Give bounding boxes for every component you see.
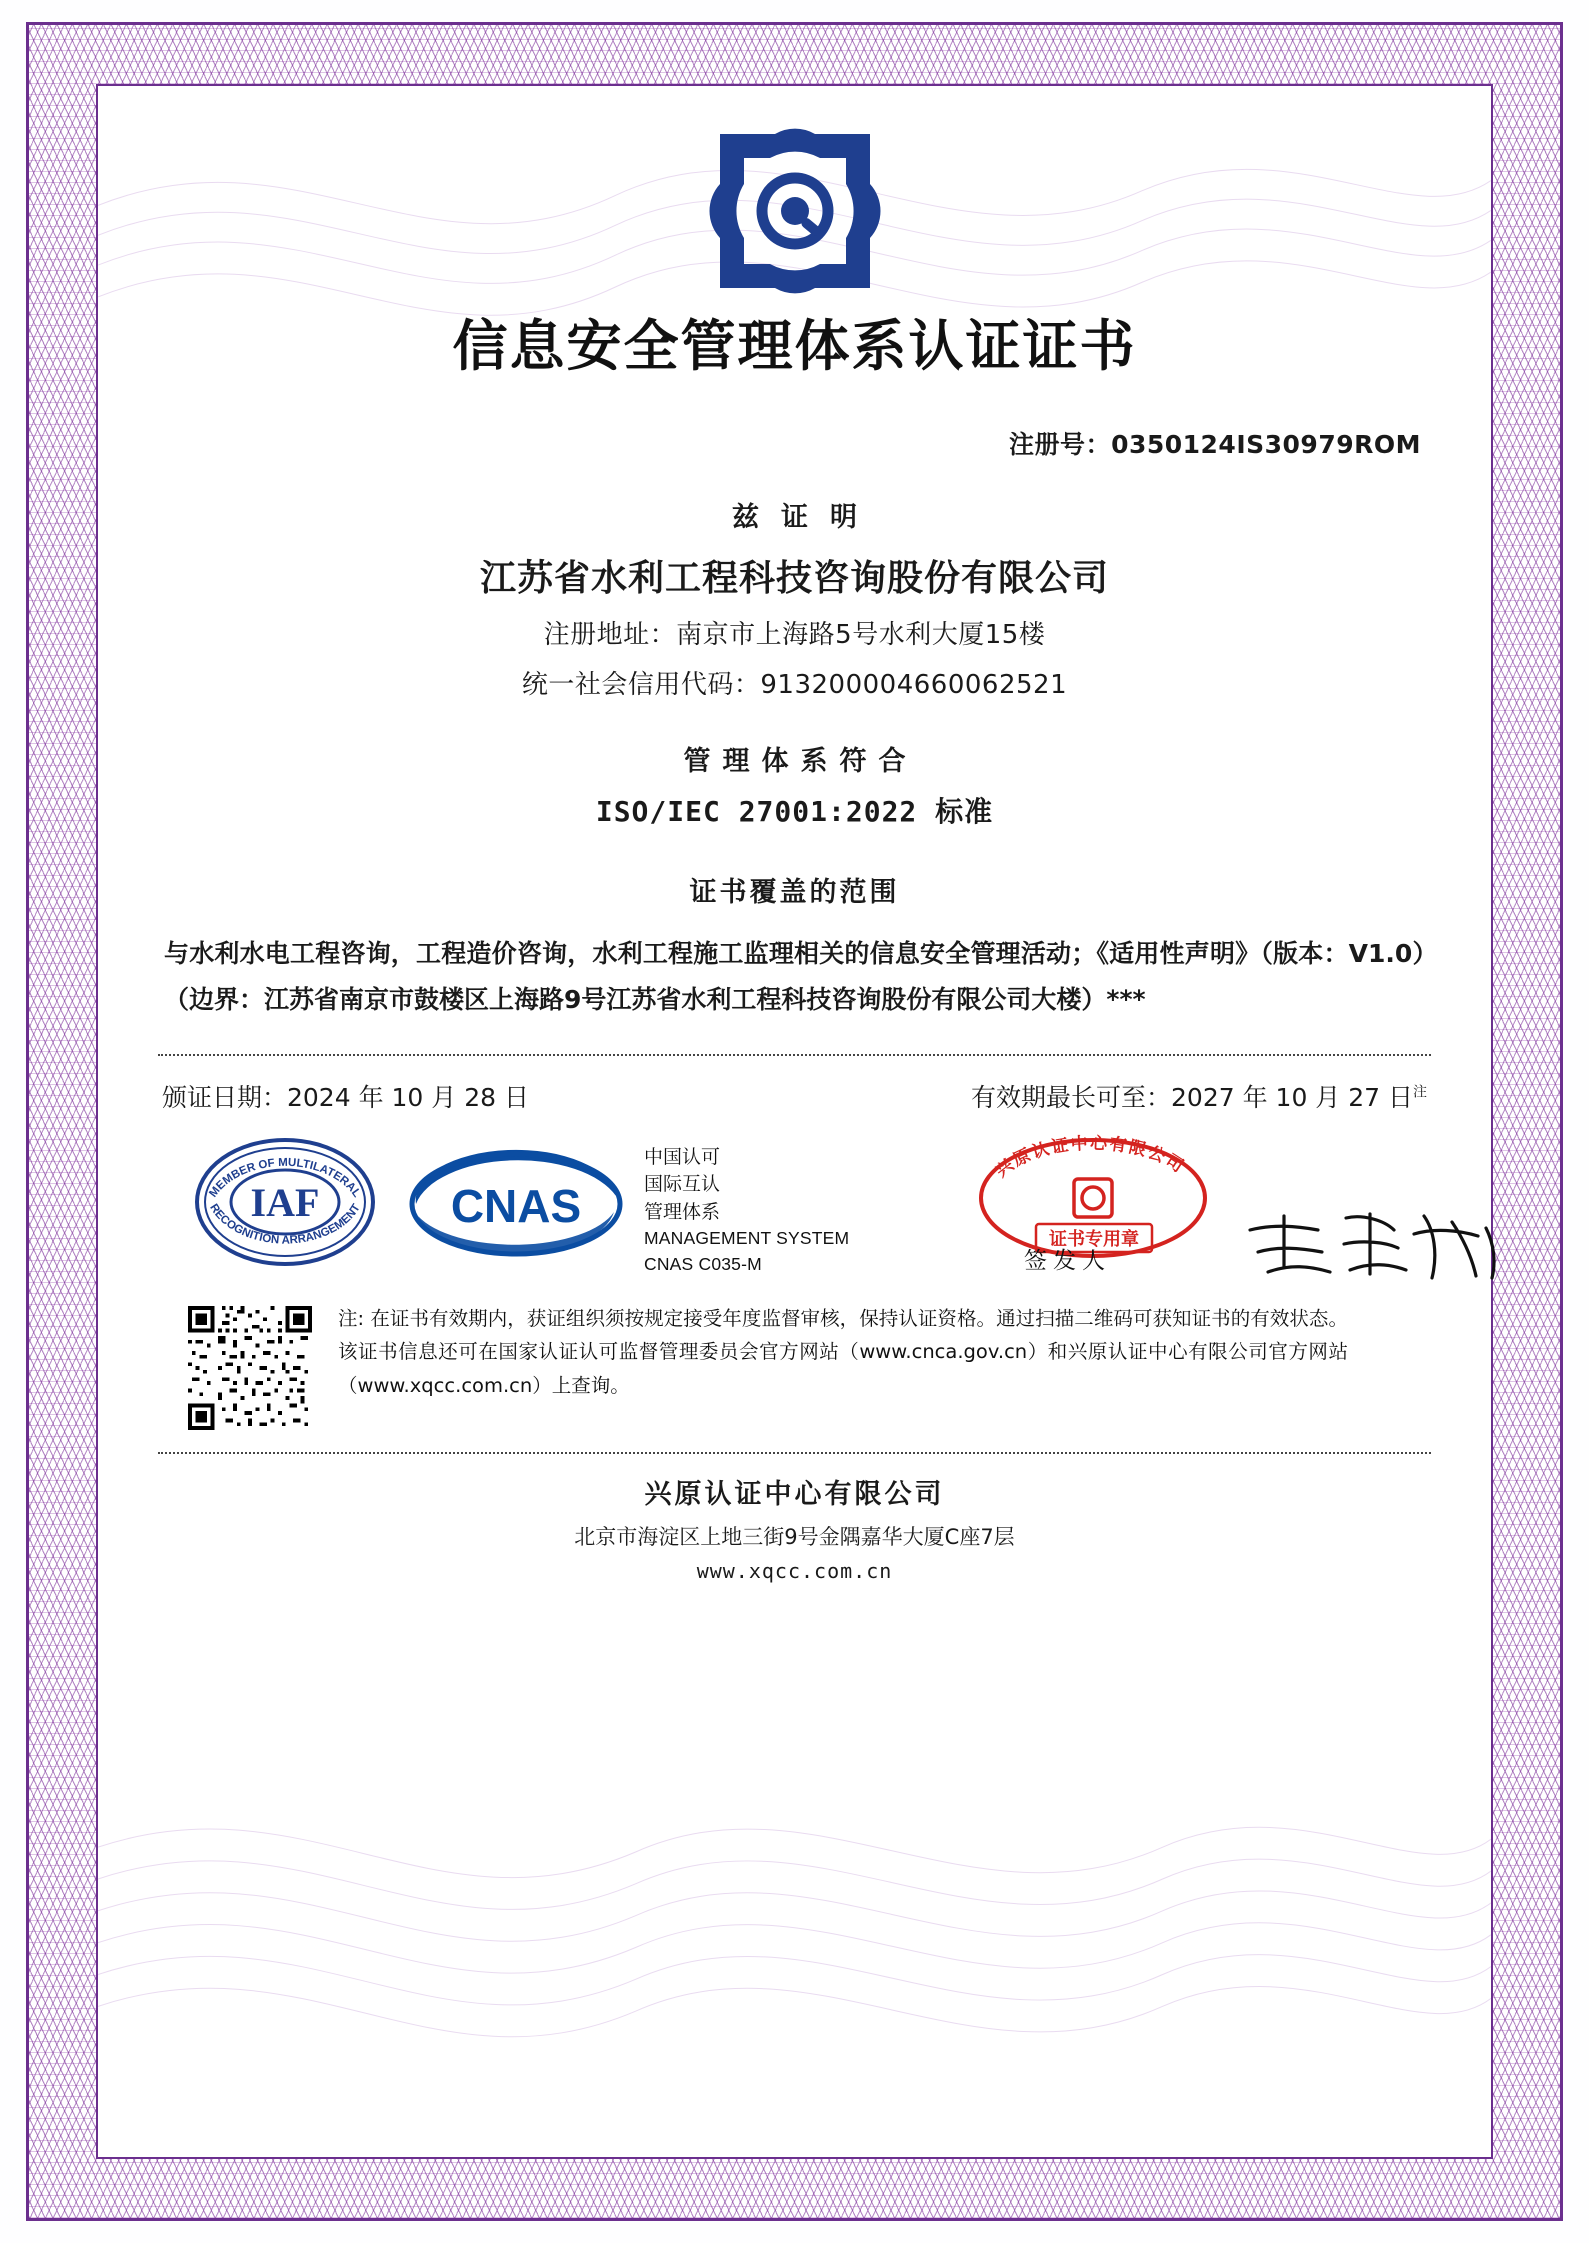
standard-code: ISO/IEC 27001:2022 <box>595 795 918 828</box>
certificate-content <box>96 84 1493 2159</box>
organization-credit-code: 统一社会信用代码：913200004660062521 <box>521 670 1068 700</box>
hereby-certify-label: 兹证明 <box>732 502 879 533</box>
footer-address: 北京市海淀区上地三街9号金隅嘉华大厦C座7层 <box>574 1524 1015 1549</box>
signature-handwriting <box>1238 1200 1508 1290</box>
expiry-date-wrap <box>971 1078 1427 1114</box>
expiry-date-footnote-marker: 注 <box>1413 1084 1427 1101</box>
footer <box>158 1472 1431 1583</box>
scope-text: 与水利水电工程咨询，工程造价咨询，水利工程施工监理相关的信息安全管理活动；《适用性声明》（版本：V1.0）（边界：江苏省南京市鼓楼区上海路9号江苏省水利工程科技咨询股份有限公司大楼）*** <box>164 939 1425 1015</box>
registration-number-value: 0350124IS30979ROM <box>1111 430 1421 459</box>
cnas-desc-line-1: 中国认可 <box>644 1145 721 1168</box>
accreditation-marks-row <box>158 1130 1431 1298</box>
scope-label: 证书覆盖的范围 <box>689 877 900 908</box>
footer-company-name: 兴原认证中心有限公司 <box>644 1478 945 1510</box>
registration-number-row <box>158 425 1431 461</box>
svg-text:RECOGNITION ARRANGEMENT: RECOGNITION ARRANGEMENT <box>207 1201 363 1247</box>
footer-website[interactable]: www.xqcc.com.cn <box>696 1558 893 1583</box>
cnas-logo-icon <box>408 1146 624 1262</box>
xqcc-logo-icon <box>700 126 890 301</box>
cnas-desc-line-5: CNAS C035-M <box>644 1253 762 1274</box>
svg-text:兴原认证中心有限公司: 兴原认证中心有限公司 <box>992 1133 1189 1182</box>
svg-text:CNAS: CNAS <box>450 1179 582 1232</box>
issuer-logo <box>158 84 1431 294</box>
footnote-block <box>158 1302 1431 1430</box>
dates-row <box>158 1078 1431 1114</box>
certificate-title: 信息安全管理体系认证证书 <box>452 314 1137 378</box>
svg-text:证书专用章: 证书专用章 <box>1049 1228 1139 1250</box>
organization-address: 注册地址：南京市上海路5号水利大厦15楼 <box>543 620 1046 650</box>
cnas-desc-line-3: 管理体系 <box>644 1200 721 1223</box>
footnote-text: 注: 在证书有效期内，获证组织须按规定接受年度监督审核，保持认证资格。通过扫描二维码可获知证书的有效状态。该证书信息还可在国家认证认可监督管理委员会官方网站（www.cnca.gov.cn）和兴原认证中心有限公司官方网站（www.xqcc.com.cn）上查询。 <box>338 1306 1348 1397</box>
expiry-date: 有效期最长可至：2027 年 10 月 27 日 <box>971 1082 1413 1112</box>
issuer-signature-label: 签发人 <box>1024 1247 1111 1274</box>
registration-number-label: 注册号： <box>1009 430 1112 459</box>
svg-text:MEMBER OF MULTILATERAL: MEMBER OF MULTILATERAL <box>207 1156 363 1200</box>
organization-name: 江苏省水利工程科技咨询股份有限公司 <box>479 558 1109 599</box>
cnas-desc-line-2: 国际互认 <box>644 1173 721 1196</box>
qr-code[interactable] <box>188 1306 312 1430</box>
cnas-description <box>644 1144 849 1277</box>
standard-suffix: 标准 <box>935 795 994 828</box>
conformity-label: 管理体系符合 <box>683 746 918 777</box>
divider-bottom <box>158 1452 1431 1454</box>
divider-top <box>158 1054 1431 1056</box>
svg-text:IAF: IAF <box>250 1179 320 1225</box>
standard-line <box>158 790 1431 830</box>
iaf-logo-icon <box>194 1136 376 1268</box>
cnas-desc-line-4: MANAGEMENT SYSTEM <box>644 1228 850 1249</box>
issue-date: 颁证日期：2024 年 10 月 28 日 <box>162 1082 529 1112</box>
